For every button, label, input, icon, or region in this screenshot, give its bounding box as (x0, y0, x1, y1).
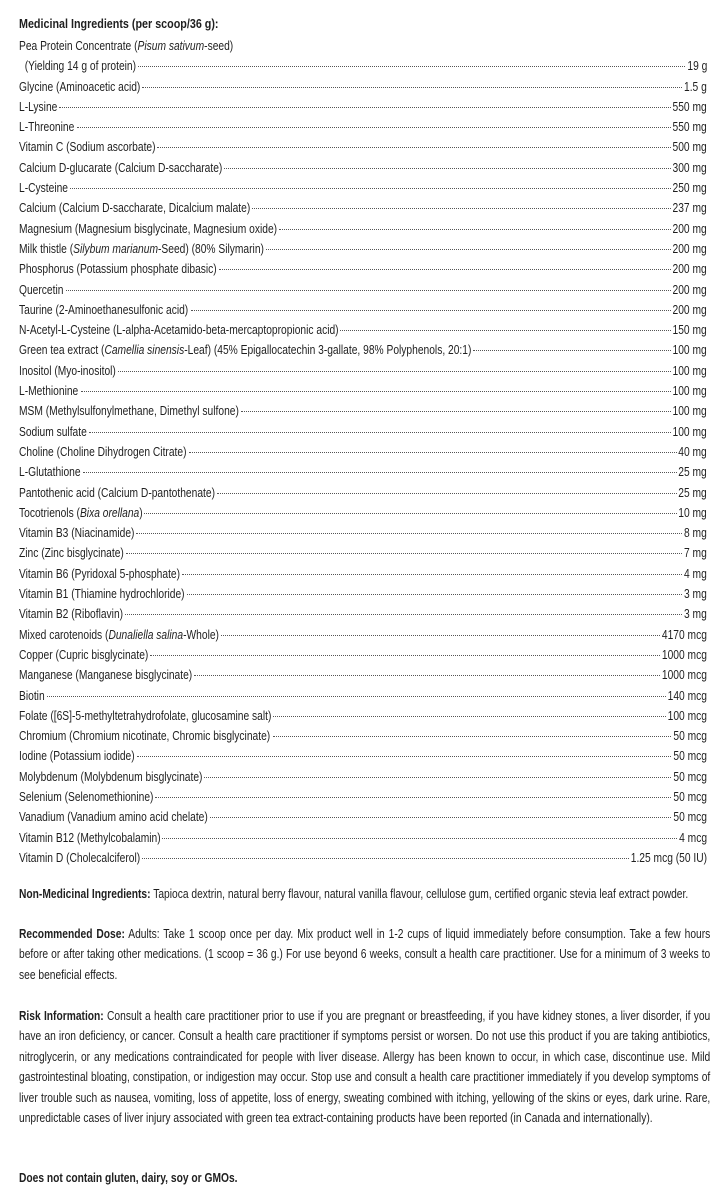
ingredient-name-part: Vitamin B1 (Thiamine hydrochloride) (19, 587, 185, 602)
ingredient-amount: 4170 mcg (661, 627, 707, 642)
ingredient-row (19, 625, 707, 645)
dot-leader (204, 777, 671, 778)
ingredient-row (19, 77, 707, 97)
dot-leader (157, 147, 671, 148)
ingredient-name-part: Biotin (19, 688, 45, 703)
dot-leader (126, 553, 683, 554)
ingredient-name-part: Vitamin B6 (Pyridoxal 5-phosphate) (19, 566, 181, 581)
ingredient-row (19, 848, 707, 868)
ingredient-amount: 100 mg (672, 343, 707, 358)
ingredient-name-part: Green tea extract ( (19, 343, 105, 358)
ingredient-name-part: Vitamin B2 (Riboflavin) (19, 607, 124, 622)
ingredient-name (19, 483, 215, 503)
ingredient-name-part: Pea Protein Concentrate ( (19, 39, 138, 53)
ingredient-name (19, 422, 87, 442)
ingredient-row (19, 158, 707, 178)
ingredient-name (19, 401, 239, 421)
ingredient-amount: 200 mg (672, 302, 707, 317)
ingredient-name (19, 686, 45, 706)
dot-leader (182, 574, 682, 575)
ingredient-amount: 200 mg (672, 221, 707, 236)
ingredient-name (19, 807, 208, 827)
dot-leader (219, 269, 671, 270)
ingredient-name-part: Sodium sulfate (19, 424, 87, 439)
dot-leader (210, 817, 671, 818)
dot-leader (340, 330, 671, 331)
ingredient-name-part: Folate ([6S]-5-methyltetrahydrofolate, glucosamine salt) (19, 708, 272, 723)
dot-leader (191, 310, 671, 311)
dot-leader (47, 696, 666, 697)
ingredient-name-part: L-Lysine (19, 99, 58, 114)
ingredient-name-part: Taurine (2-Aminoethanesulfonic acid) (19, 302, 189, 317)
ingredient-name-part: Tocotrienols ( (19, 505, 80, 520)
ingredient-name-part: Milk thistle ( (19, 241, 74, 256)
ingredient-row (19, 604, 707, 624)
dot-leader (89, 432, 672, 433)
dot-leader (273, 716, 666, 717)
ingredient-name (19, 361, 116, 381)
ingredient-name (19, 746, 135, 766)
non-medicinal-label: Non-Medicinal Ingredients: (19, 887, 151, 901)
dot-leader (138, 66, 685, 67)
ingredient-name-part: Inositol (Myo-inositol) (19, 363, 116, 378)
ingredient-amount: 300 mg (672, 160, 707, 175)
ingredient-name-part: L-Glutathione (19, 465, 81, 480)
ingredient-name (19, 280, 63, 300)
ingredient-name (19, 137, 156, 157)
ingredient-name (19, 645, 148, 665)
ingredient-row (19, 686, 707, 706)
ingredient-amount: 50 mcg (673, 729, 707, 744)
ingredient-amount: 50 mcg (673, 810, 707, 825)
ingredient-row (19, 36, 707, 56)
ingredient-name-part: -seed) (204, 39, 234, 53)
medicinal-heading: Medicinal Ingredients (per scoop/36 g): (19, 17, 219, 31)
ingredient-name (19, 178, 68, 198)
ingredient-amount: 1.5 g (684, 79, 707, 94)
ingredient-name (19, 503, 143, 523)
ingredient-amount: 550 mg (672, 99, 707, 114)
risk-section (19, 1006, 719, 1128)
ingredient-name-part: ) (139, 505, 143, 520)
ingredient-row (19, 381, 707, 401)
ingredient-name (19, 239, 264, 259)
ingredient-amount: 3 mg (684, 587, 707, 602)
ingredient-latin-name: Dunaliella salina (108, 627, 184, 642)
ingredient-row (19, 807, 707, 827)
ingredient-amount: 150 mg (672, 323, 707, 338)
ingredient-row (19, 239, 707, 259)
dot-leader (252, 208, 671, 209)
ingredient-name (19, 340, 471, 360)
ingredient-amount: 100 mcg (667, 708, 707, 723)
ingredient-name-part: Selenium (Selenomethionine) (19, 789, 154, 804)
ingredient-name (19, 36, 233, 56)
ingredient-name-part: Pantothenic acid (Calcium D-pantothenate) (19, 485, 216, 500)
ingredient-amount: 7 mg (684, 546, 707, 561)
dose-label: Recommended Dose: (19, 927, 125, 941)
ingredient-name-part: Iodine (Potassium iodide) (19, 749, 135, 764)
ingredient-name (19, 584, 185, 604)
ingredient-name-part: Magnesium (Magnesium bisglycinate, Magnesium oxide) (19, 221, 278, 236)
ingredient-name-part: Manganese (Manganese bisglycinate) (19, 668, 193, 683)
ingredient-row (19, 503, 707, 523)
dot-leader (162, 838, 677, 839)
dot-leader (70, 188, 671, 189)
ingredient-name (19, 828, 161, 848)
ingredient-name-part: L-Cysteine (19, 181, 68, 196)
ingredient-name-part: Vanadium (Vanadium amino acid chelate) (19, 810, 208, 825)
ingredient-latin-name: Bixa orellana (79, 505, 140, 520)
ingredient-name-part: Vitamin B12 (Methylcobalamin) (19, 830, 161, 845)
ingredient-name (19, 848, 140, 868)
ingredient-amount: 550 mg (672, 120, 707, 135)
ingredient-row (19, 564, 707, 584)
ingredient-row (19, 361, 707, 381)
ingredient-amount: 50 mcg (673, 749, 707, 764)
ingredient-row (19, 584, 707, 604)
ingredient-row (19, 340, 707, 360)
ingredient-name (19, 259, 217, 279)
ingredient-amount: 40 mg (678, 444, 707, 459)
ingredient-name-part: Choline (Choline Dihydrogen Citrate) (19, 444, 187, 459)
ingredient-amount: 250 mg (672, 181, 707, 196)
dot-leader (77, 127, 671, 128)
ingredient-name-part: Calcium (Calcium D-saccharate, Dicalcium malate) (19, 201, 251, 216)
ingredient-name (19, 462, 81, 482)
ingredient-row (19, 442, 707, 462)
ingredient-row (19, 300, 707, 320)
ingredient-name (19, 787, 153, 807)
ingredient-name-part: Quercetin (19, 282, 64, 297)
dose-section (19, 924, 719, 985)
ingredient-name (19, 219, 277, 239)
ingredient-row (19, 178, 707, 198)
ingredient-amount: 10 mg (678, 505, 707, 520)
ingredient-amount: 200 mg (672, 241, 707, 256)
ingredient-name-part: Glycine (Aminoacetic acid) (19, 79, 141, 94)
dot-leader (224, 168, 671, 169)
ingredient-row (19, 280, 707, 300)
ingredient-amount: 140 mcg (667, 688, 707, 703)
risk-text: Consult a health care practitioner prior to use if you are pregnant or breastfeeding, if you have kidney stones, a liver disorder, if you have an iron deficiency, or cancer. Consult a health care practitioner if symptoms persist or worsen. Do not use this product if you are taking antibiotics, nitroglycerin, or any medications contraindicated for people with liver disease. Allergy has been known to occur, in which case, discontinue use. Mild gastrointestinal bloating, constipation, or indigestion may occur. Stop use and consult a health care practitioner immediately if you develop symptoms of liver trouble such as nausea, vomiting, loss of appetite, loss of energy, sweating combined with itching, yellowing of the skins or eyes, dark urine. Rare, unpredictable cases of liver injury associated with green tea extract-containing products have been reported (in Canada and internationally). (19, 1009, 711, 1126)
ingredient-amount: 50 mcg (673, 769, 707, 784)
ingredient-name (19, 56, 136, 76)
ingredient-name-part: Calcium D-glucarate (Calcium D-saccharate) (19, 160, 223, 175)
ingredient-amount: 4 mcg (679, 830, 707, 845)
dot-leader (144, 513, 676, 514)
ingredient-name-part: -Seed) (80% Silymarin) (157, 241, 264, 256)
ingredient-name-part: -Whole) (183, 627, 219, 642)
ingredient-name (19, 117, 74, 137)
dot-leader (189, 452, 677, 453)
ingredient-row (19, 706, 707, 726)
ingredient-row (19, 483, 707, 503)
ingredient-row (19, 767, 707, 787)
ingredient-amount: 100 mg (672, 424, 707, 439)
dose-text: Adults: Take 1 scoop once per day. Mix product well in 1-2 cups of liquid immediately before consumption. Take a few hours before or after taking other medications. (1 scoop = 36 g.) For use beyond 6 weeks, consult a health care practitioner. Use for a minimum of 3 weeks to see beneficial effects. (19, 927, 711, 982)
ingredient-row (19, 320, 707, 340)
ingredient-row (19, 787, 707, 807)
ingredient-name-part: Zinc (Zinc bisglycinate) (19, 546, 124, 561)
ingredient-name (19, 604, 123, 624)
ingredient-name (19, 198, 250, 218)
ingredient-amount: 50 mcg (673, 789, 707, 804)
ingredient-row (19, 401, 707, 421)
ingredient-row (19, 828, 707, 848)
ingredient-name (19, 97, 57, 117)
ingredient-amount: 1000 mcg (661, 647, 707, 662)
ingredient-amount: 25 mg (678, 485, 707, 500)
ingredient-name (19, 381, 78, 401)
ingredient-row (19, 543, 707, 563)
dot-leader (142, 858, 629, 859)
ingredient-amount: 100 mg (672, 363, 707, 378)
dot-leader (150, 655, 660, 656)
ingredient-row (19, 645, 707, 665)
ingredient-amount: 237 mg (672, 201, 707, 216)
ingredient-name (19, 442, 187, 462)
ingredient-name-part: MSM (Methylsulfonylmethane, Dimethyl sulfone) (19, 404, 239, 419)
ingredient-amount: 25 mg (678, 465, 707, 480)
ingredient-name-part: Mixed carotenoids ( (19, 627, 109, 642)
ingredient-name (19, 543, 124, 563)
ingredient-row (19, 523, 707, 543)
ingredient-amount: 8 mg (684, 526, 707, 541)
ingredient-name (19, 300, 188, 320)
ingredient-name-part: Vitamin C (Sodium ascorbate) (19, 140, 156, 155)
ingredient-row (19, 462, 707, 482)
ingredient-name (19, 767, 202, 787)
ingredient-row (19, 56, 707, 76)
ingredient-row (19, 117, 707, 137)
dot-leader (66, 290, 671, 291)
dot-leader (473, 350, 671, 351)
dot-leader (241, 411, 671, 412)
ingredient-latin-name: Camellia sinensis (104, 343, 185, 358)
ingredient-amount: 500 mg (672, 140, 707, 155)
dot-leader (279, 229, 671, 230)
ingredient-name (19, 625, 219, 645)
dot-leader (125, 614, 682, 615)
ingredient-name (19, 158, 222, 178)
dot-leader (59, 107, 671, 108)
non-medicinal-text: Tapioca dextrin, natural berry flavour, natural vanilla flavour, cellulose gum, certified organic stevia leaf extract powder. (150, 887, 689, 901)
ingredient-latin-name: Pisum sativum (137, 39, 205, 53)
dot-leader (273, 736, 672, 737)
ingredient-amount: 1.25 mcg (50 IU) (630, 850, 707, 865)
ingredient-name (19, 523, 134, 543)
ingredient-row (19, 97, 707, 117)
ingredient-name (19, 665, 192, 685)
dot-leader (266, 249, 671, 250)
risk-label: Risk Information: (19, 1009, 104, 1023)
ingredient-name-part: Vitamin B3 (Niacinamide) (19, 526, 135, 541)
dot-leader (142, 87, 682, 88)
ingredient-amount: 1000 mcg (661, 668, 707, 683)
dot-leader (118, 371, 671, 372)
ingredient-name-part: (Yielding 14 g of protein) (24, 59, 137, 74)
ingredient-name (19, 706, 271, 726)
ingredient-amount: 200 mg (672, 262, 707, 277)
ingredient-name (19, 726, 270, 746)
ingredient-amount: 100 mg (672, 404, 707, 419)
ingredient-name-part: Vitamin D (Cholecalciferol) (19, 850, 141, 865)
ingredient-name (19, 564, 180, 584)
ingredient-amount: 200 mg (672, 282, 707, 297)
ingredient-amount: 100 mg (672, 384, 707, 399)
ingredient-row (19, 422, 707, 442)
dot-leader (217, 493, 677, 494)
ingredient-name-part: Phosphorus (Potassium phosphate dibasic) (19, 262, 217, 277)
ingredient-name-part: -Leaf) (45% Epigallocatechin 3-gallate, 98% Polyphenols, 20:1) (184, 343, 472, 358)
dot-leader (187, 594, 683, 595)
free-from-text: Does not contain gluten, dairy, soy or GMOs. (19, 1171, 238, 1185)
ingredient-amount: 19 g (687, 59, 707, 74)
ingredient-amount: 3 mg (684, 607, 707, 622)
ingredient-latin-name: Silybum marianum (73, 241, 158, 256)
ingredient-name-part: Molybdenum (Molybdenum bisglycinate) (19, 769, 203, 784)
ingredient-name-part: L-Methionine (19, 384, 79, 399)
ingredient-name-part: Copper (Cupric bisglycinate) (19, 647, 149, 662)
ingredient-row (19, 746, 707, 766)
free-from-statement (19, 1168, 719, 1188)
dot-leader (136, 533, 682, 534)
dot-leader (81, 391, 672, 392)
dot-leader (155, 797, 671, 798)
ingredient-name (19, 77, 140, 97)
ingredient-name-part: N-Acetyl-L-Cysteine (L-alpha-Acetamido-beta-mercaptopropionic acid) (19, 323, 339, 338)
ingredient-row (19, 259, 707, 279)
dot-leader (137, 756, 672, 757)
ingredient-name-part: L-Threonine (19, 120, 75, 135)
dot-leader (194, 675, 660, 676)
ingredient-row (19, 726, 707, 746)
ingredient-row (19, 198, 707, 218)
ingredient-row (19, 137, 707, 157)
dot-leader (83, 472, 677, 473)
ingredient-row (19, 665, 707, 685)
ingredient-row (19, 219, 707, 239)
non-medicinal-section (19, 884, 719, 904)
ingredient-name-part: Chromium (Chromium nicotinate, Chromic bisglycinate) (19, 729, 271, 744)
ingredient-list (19, 36, 707, 868)
dot-leader (221, 635, 660, 636)
ingredient-name (19, 320, 339, 340)
ingredient-amount: 4 mg (684, 566, 707, 581)
